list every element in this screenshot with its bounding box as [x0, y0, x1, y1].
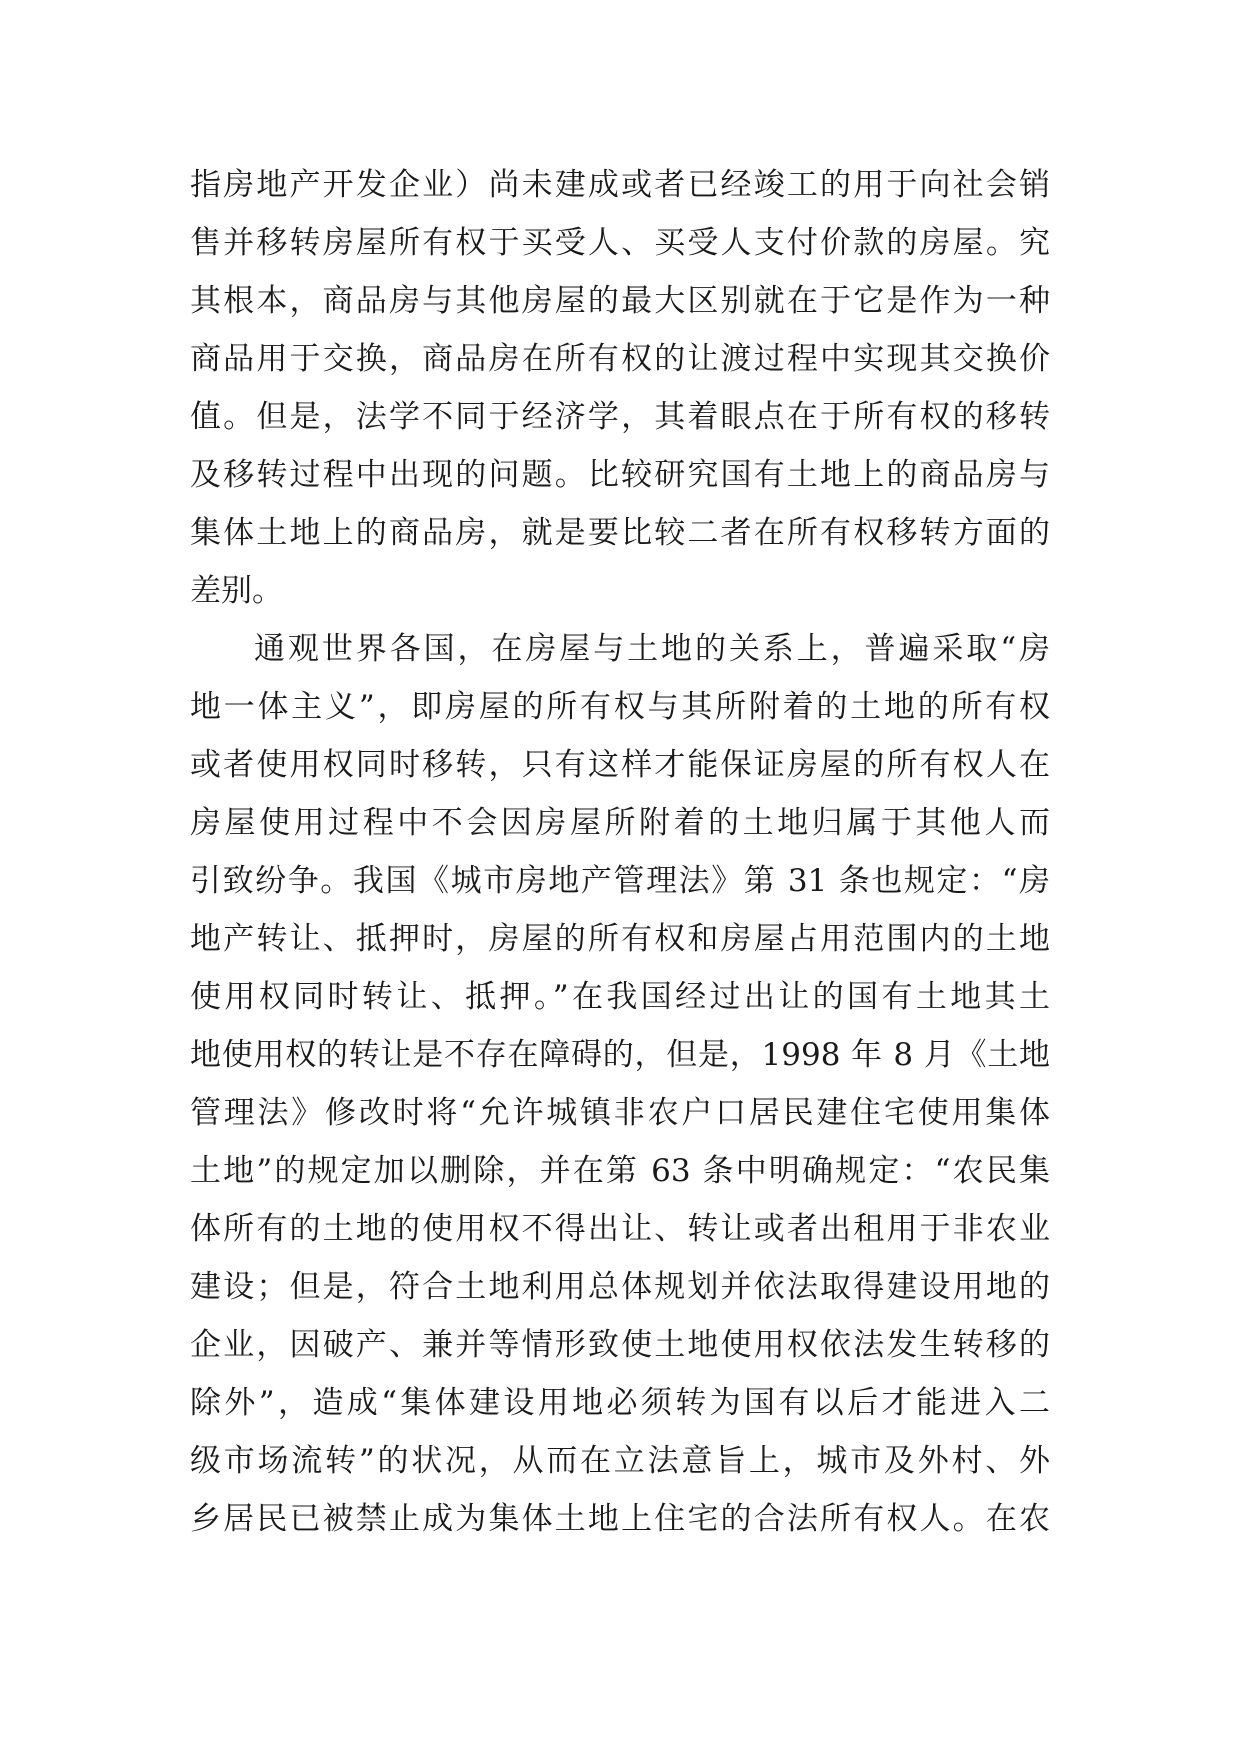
paragraph-line: 管理法》修改时将“允许城镇非农户口居民建住宅使用集体 [190, 1095, 1050, 1131]
paragraph-1 [190, 156, 1050, 620]
body-text [190, 156, 1050, 1548]
paragraph-line: 其根本，商品房与其他房屋的最大区别就在于它是作为一种 [190, 283, 1050, 319]
paragraph-line: 建设；但是，符合土地利用总体规划并依法取得建设用地的 [190, 1269, 1050, 1305]
paragraph-line: 地使用权的转让是不存在障碍的，但是，1998 年 8 月《土地 [190, 1037, 1050, 1073]
paragraph-line: 值。但是，法学不同于经济学，其着眼点在于所有权的移转 [190, 399, 1050, 435]
paragraph-line: 地一体主义”，即房屋的所有权与其所附着的土地的所有权 [190, 689, 1050, 725]
paragraph-line: 引致纷争。我国《城市房地产管理法》第 31 条也规定：“房 [190, 863, 1050, 899]
paragraph-line: 乡居民已被禁止成为集体土地上住宅的合法所有权人。在农 [190, 1501, 1050, 1537]
paragraph-line: 土地”的规定加以删除，并在第 63 条中明确规定：“农民集 [190, 1153, 1050, 1189]
paragraph-line: 使用权同时转让、抵押。”在我国经过出让的国有土地其土 [190, 979, 1050, 1015]
paragraph-line: 商品用于交换，商品房在所有权的让渡过程中实现其交换价 [190, 341, 1050, 377]
paragraph-line: 体所有的土地的使用权不得出让、转让或者出租用于非农业 [190, 1211, 1050, 1247]
paragraph-line: 房屋使用过程中不会因房屋所附着的土地归属于其他人而 [190, 805, 1050, 841]
paragraph-2 [190, 620, 1050, 1548]
paragraph-line: 除外”，造成“集体建设用地必须转为国有以后才能进入二 [190, 1385, 1050, 1421]
paragraph-line: 集体土地上的商品房，就是要比较二者在所有权移转方面的 [190, 515, 1050, 551]
paragraph-line: 企业，因破产、兼并等情形致使土地使用权依法发生转移的 [190, 1327, 1050, 1363]
paragraph-line: 通观世界各国，在房屋与土地的关系上，普遍采取“房 [254, 631, 1050, 667]
paragraph-line: 地产转让、抵押时，房屋的所有权和房屋占用范围内的土地 [190, 921, 1050, 957]
paragraph-line: 及移转过程中出现的问题。比较研究国有土地上的商品房与 [190, 457, 1050, 493]
paragraph-line: 差别。 [190, 573, 283, 609]
paragraph-line: 级市场流转”的状况，从而在立法意旨上，城市及外村、外 [190, 1443, 1050, 1479]
paragraph-line: 或者使用权同时移转，只有这样才能保证房屋的所有权人在 [190, 747, 1050, 783]
paragraph-line: 售并移转房屋所有权于买受人、买受人支付价款的房屋。究 [190, 225, 1050, 261]
paragraph-line: 指房地产开发企业）尚未建成或者已经竣工的用于向社会销 [190, 167, 1050, 203]
